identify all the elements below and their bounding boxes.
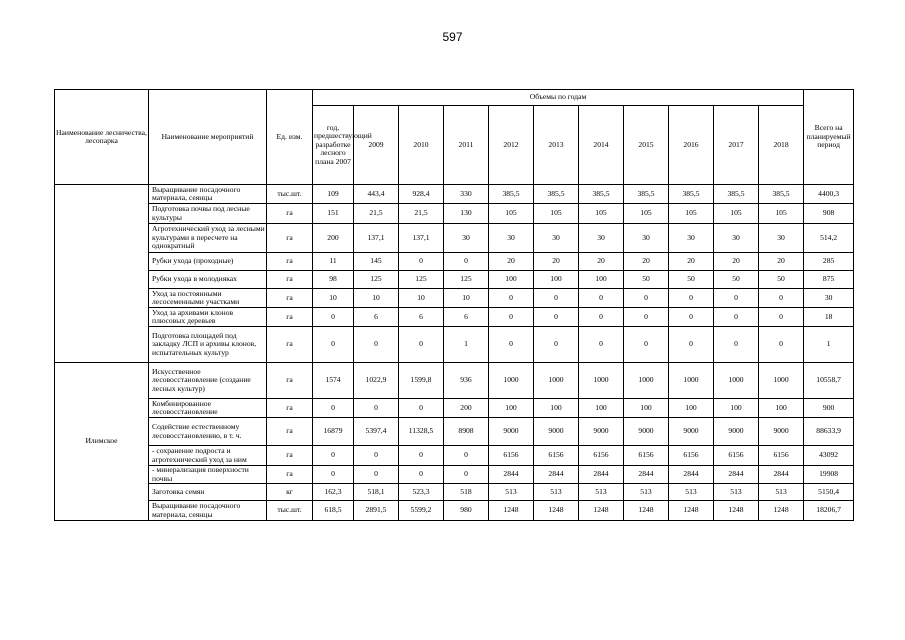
year-value-cell: 0 <box>669 327 714 363</box>
year-value-cell: 1000 <box>624 363 669 399</box>
activity-name-cell: Искусственное лесовосстановление (создание лесных культур) <box>149 363 267 399</box>
prev-year-value-cell: 109 <box>313 185 354 204</box>
year-column-header: 2010 <box>399 106 444 185</box>
activity-name-cell: Заготовка семян <box>149 484 267 501</box>
unit-cell: га <box>267 418 313 446</box>
year-value-cell: 2844 <box>534 466 579 484</box>
year-value-cell: 105 <box>489 204 534 224</box>
activity-name-cell: Агротехнический уход за лесными культурами в пересчете на однократный <box>149 224 267 253</box>
year-value-cell: 0 <box>579 289 624 308</box>
year-column-header: 2015 <box>624 106 669 185</box>
year-value-cell: 928,4 <box>399 185 444 204</box>
total-value-cell: 10558,7 <box>804 363 854 399</box>
prev-year-column-header: год, предшествующий разработке лесного плана 2007 <box>313 106 354 185</box>
year-value-cell: 385,5 <box>534 185 579 204</box>
year-value-cell: 6156 <box>624 446 669 466</box>
total-value-cell: 1 <box>804 327 854 363</box>
unit-cell: га <box>267 289 313 308</box>
year-value-cell: 0 <box>354 466 399 484</box>
prev-year-value-cell: 10 <box>313 289 354 308</box>
prev-year-value-cell: 0 <box>313 466 354 484</box>
year-value-cell: 1248 <box>714 501 759 521</box>
year-value-cell: 0 <box>444 446 489 466</box>
year-value-cell: 20 <box>759 253 804 271</box>
year-value-cell: 100 <box>534 271 579 289</box>
year-column-header: 2018 <box>759 106 804 185</box>
table-row <box>55 327 854 363</box>
year-value-cell: 10 <box>399 289 444 308</box>
table-row <box>55 418 854 446</box>
unit-cell: га <box>267 224 313 253</box>
unit-cell: га <box>267 399 313 418</box>
year-value-cell: 0 <box>444 466 489 484</box>
forest-activities-table <box>54 89 854 521</box>
year-value-cell: 1000 <box>669 363 714 399</box>
year-value-cell: 9000 <box>624 418 669 446</box>
activity-name-cell: Выращивание посадочного материала, сеянцы <box>149 185 267 204</box>
year-value-cell: 100 <box>669 399 714 418</box>
prev-year-value-cell: 1574 <box>313 363 354 399</box>
year-value-cell: 6156 <box>489 446 534 466</box>
year-value-cell: 10 <box>354 289 399 308</box>
year-column-header: 2013 <box>534 106 579 185</box>
year-value-cell: 0 <box>759 289 804 308</box>
prev-year-value-cell: 151 <box>313 204 354 224</box>
prev-year-value-cell: 162,3 <box>313 484 354 501</box>
year-value-cell: 1248 <box>759 501 804 521</box>
year-value-cell: 6156 <box>579 446 624 466</box>
unit-cell: тыс.шт. <box>267 501 313 521</box>
year-value-cell: 1 <box>444 327 489 363</box>
year-value-cell: 5397,4 <box>354 418 399 446</box>
total-value-cell: 43092 <box>804 446 854 466</box>
unit-cell: тыс.шт. <box>267 185 313 204</box>
year-value-cell: 100 <box>489 271 534 289</box>
year-value-cell: 1000 <box>714 363 759 399</box>
total-value-cell: 875 <box>804 271 854 289</box>
total-value-cell: 285 <box>804 253 854 271</box>
year-value-cell: 0 <box>489 289 534 308</box>
year-value-cell: 2844 <box>759 466 804 484</box>
year-column-header: 2012 <box>489 106 534 185</box>
year-value-cell: 0 <box>399 466 444 484</box>
year-value-cell: 10 <box>444 289 489 308</box>
year-value-cell: 20 <box>624 253 669 271</box>
total-value-cell: 88633,9 <box>804 418 854 446</box>
year-value-cell: 0 <box>714 289 759 308</box>
table-row <box>55 271 854 289</box>
unit-cell: га <box>267 466 313 484</box>
year-value-cell: 30 <box>669 224 714 253</box>
year-value-cell: 0 <box>759 327 804 363</box>
year-value-cell: 30 <box>579 224 624 253</box>
year-value-cell: 2844 <box>624 466 669 484</box>
table-row <box>55 466 854 484</box>
year-value-cell: 6 <box>444 308 489 327</box>
activity-name-cell: Комбинированное лесовосстановление <box>149 399 267 418</box>
prev-year-value-cell: 0 <box>313 446 354 466</box>
year-value-cell: 1248 <box>534 501 579 521</box>
forestry-name-cell: Илимское <box>55 363 149 521</box>
year-value-cell: 0 <box>624 327 669 363</box>
year-value-cell: 385,5 <box>624 185 669 204</box>
year-value-cell: 936 <box>444 363 489 399</box>
year-value-cell: 0 <box>714 308 759 327</box>
year-value-cell: 2844 <box>669 466 714 484</box>
year-value-cell: 0 <box>669 308 714 327</box>
year-value-cell: 2891,5 <box>354 501 399 521</box>
year-value-cell: 385,5 <box>489 185 534 204</box>
year-value-cell: 100 <box>579 271 624 289</box>
unit-cell: га <box>267 363 313 399</box>
year-value-cell: 100 <box>534 399 579 418</box>
year-value-cell: 1248 <box>489 501 534 521</box>
year-value-cell: 137,1 <box>354 224 399 253</box>
year-value-cell: 9000 <box>759 418 804 446</box>
activity-name-cell: Уход за архивами клонов плюсовых деревьев <box>149 308 267 327</box>
forestry-column-header: Наименование лесничества, лесопарка <box>55 90 149 185</box>
year-value-cell: 6 <box>354 308 399 327</box>
year-value-cell: 513 <box>759 484 804 501</box>
prev-year-value-cell: 618,5 <box>313 501 354 521</box>
year-value-cell: 6156 <box>534 446 579 466</box>
year-value-cell: 9000 <box>534 418 579 446</box>
unit-cell: кг <box>267 484 313 501</box>
year-value-cell: 50 <box>624 271 669 289</box>
unit-cell: га <box>267 253 313 271</box>
table-row <box>55 399 854 418</box>
year-value-cell: 0 <box>354 327 399 363</box>
total-value-cell: 514,2 <box>804 224 854 253</box>
prev-year-value-cell: 0 <box>313 399 354 418</box>
year-value-cell: 513 <box>624 484 669 501</box>
year-value-cell: 513 <box>489 484 534 501</box>
table-row <box>55 204 854 224</box>
activity-name-cell: - минерализация поверхности почвы <box>149 466 267 484</box>
year-value-cell: 20 <box>669 253 714 271</box>
year-value-cell: 330 <box>444 185 489 204</box>
year-value-cell: 0 <box>399 253 444 271</box>
year-value-cell: 21,5 <box>399 204 444 224</box>
unit-cell: га <box>267 308 313 327</box>
year-value-cell: 0 <box>624 289 669 308</box>
table-row <box>55 289 854 308</box>
year-value-cell: 8908 <box>444 418 489 446</box>
year-column-header: 2014 <box>579 106 624 185</box>
year-value-cell: 30 <box>714 224 759 253</box>
year-value-cell: 105 <box>579 204 624 224</box>
total-value-cell: 19908 <box>804 466 854 484</box>
total-value-cell: 900 <box>804 399 854 418</box>
year-value-cell: 0 <box>399 399 444 418</box>
year-value-cell: 20 <box>534 253 579 271</box>
year-value-cell: 105 <box>534 204 579 224</box>
year-value-cell: 385,5 <box>669 185 714 204</box>
table-row <box>55 501 854 521</box>
year-value-cell: 1599,8 <box>399 363 444 399</box>
total-value-cell: 18 <box>804 308 854 327</box>
year-value-cell: 2844 <box>489 466 534 484</box>
page-number: 597 <box>442 30 463 44</box>
year-value-cell: 0 <box>579 327 624 363</box>
year-value-cell: 30 <box>444 224 489 253</box>
year-value-cell: 130 <box>444 204 489 224</box>
year-value-cell: 0 <box>624 308 669 327</box>
unit-cell: га <box>267 271 313 289</box>
year-value-cell: 1000 <box>579 363 624 399</box>
year-value-cell: 0 <box>534 327 579 363</box>
activity-name-cell: Подготовка почвы под лесные культуры <box>149 204 267 224</box>
total-value-cell: 908 <box>804 204 854 224</box>
total-value-cell: 18206,7 <box>804 501 854 521</box>
year-value-cell: 0 <box>534 308 579 327</box>
year-value-cell: 30 <box>624 224 669 253</box>
year-value-cell: 0 <box>444 253 489 271</box>
unit-column-header: Ед. изм. <box>267 90 313 185</box>
year-column-header: 2017 <box>714 106 759 185</box>
year-value-cell: 1022,9 <box>354 363 399 399</box>
year-column-header: 2011 <box>444 106 489 185</box>
prev-year-value-cell: 98 <box>313 271 354 289</box>
year-value-cell: 100 <box>579 399 624 418</box>
year-value-cell: 513 <box>669 484 714 501</box>
year-value-cell: 50 <box>669 271 714 289</box>
year-value-cell: 105 <box>669 204 714 224</box>
year-value-cell: 145 <box>354 253 399 271</box>
year-value-cell: 443,4 <box>354 185 399 204</box>
year-value-cell: 100 <box>489 399 534 418</box>
table-row <box>55 363 854 399</box>
year-value-cell: 0 <box>399 327 444 363</box>
year-value-cell: 1000 <box>534 363 579 399</box>
year-value-cell: 30 <box>534 224 579 253</box>
year-value-cell: 1000 <box>489 363 534 399</box>
total-value-cell: 4400,3 <box>804 185 854 204</box>
year-value-cell: 385,5 <box>714 185 759 204</box>
year-value-cell: 1248 <box>579 501 624 521</box>
unit-cell: га <box>267 446 313 466</box>
year-value-cell: 0 <box>399 446 444 466</box>
year-value-cell: 105 <box>759 204 804 224</box>
year-value-cell: 100 <box>714 399 759 418</box>
year-value-cell: 518 <box>444 484 489 501</box>
table-row <box>55 185 854 204</box>
year-value-cell: 518,1 <box>354 484 399 501</box>
year-value-cell: 0 <box>354 399 399 418</box>
year-value-cell: 137,1 <box>399 224 444 253</box>
year-value-cell: 20 <box>714 253 759 271</box>
total-value-cell: 5150,4 <box>804 484 854 501</box>
activity-name-cell: Уход за постоянными лесосеменными участками <box>149 289 267 308</box>
year-value-cell: 385,5 <box>579 185 624 204</box>
year-value-cell: 5599,2 <box>399 501 444 521</box>
year-value-cell: 0 <box>489 327 534 363</box>
prev-year-value-cell: 200 <box>313 224 354 253</box>
year-column-header: 2016 <box>669 106 714 185</box>
year-value-cell: 0 <box>579 308 624 327</box>
year-value-cell: 980 <box>444 501 489 521</box>
year-value-cell: 0 <box>489 308 534 327</box>
year-value-cell: 50 <box>759 271 804 289</box>
year-value-cell: 105 <box>714 204 759 224</box>
activity-name-cell: Содействие естественному лесовосстановлению, в т. ч. <box>149 418 267 446</box>
year-value-cell: 0 <box>669 289 714 308</box>
year-value-cell: 513 <box>579 484 624 501</box>
year-value-cell: 100 <box>759 399 804 418</box>
year-value-cell: 1248 <box>624 501 669 521</box>
year-value-cell: 30 <box>489 224 534 253</box>
table-row <box>55 224 854 253</box>
forestry-name-cell <box>55 185 149 363</box>
prev-year-value-cell: 0 <box>313 308 354 327</box>
prev-year-value-cell: 16879 <box>313 418 354 446</box>
table-row <box>55 253 854 271</box>
year-value-cell: 125 <box>399 271 444 289</box>
year-column-header: 2009 <box>354 106 399 185</box>
activity-name-cell: Подготовка площадей под закладку ЛСП и архивы клонов, испытательных культур <box>149 327 267 363</box>
year-value-cell: 6156 <box>669 446 714 466</box>
activity-name-cell: Выращивание посадочного материала, сеянцы <box>149 501 267 521</box>
activity-name-cell: - сохранение подроста и агротехнический уход за ним <box>149 446 267 466</box>
unit-cell: га <box>267 204 313 224</box>
year-value-cell: 385,5 <box>759 185 804 204</box>
year-value-cell: 30 <box>759 224 804 253</box>
year-value-cell: 2844 <box>579 466 624 484</box>
activity-column-header: Наименование мероприятий <box>149 90 267 185</box>
year-value-cell: 21,5 <box>354 204 399 224</box>
year-value-cell: 11328,5 <box>399 418 444 446</box>
year-value-cell: 105 <box>624 204 669 224</box>
year-value-cell: 513 <box>534 484 579 501</box>
year-value-cell: 9000 <box>669 418 714 446</box>
year-value-cell: 100 <box>624 399 669 418</box>
year-value-cell: 9000 <box>579 418 624 446</box>
year-value-cell: 9000 <box>714 418 759 446</box>
year-value-cell: 1248 <box>669 501 714 521</box>
table-row <box>55 484 854 501</box>
year-value-cell: 2844 <box>714 466 759 484</box>
year-value-cell: 125 <box>354 271 399 289</box>
year-value-cell: 20 <box>579 253 624 271</box>
total-value-cell: 30 <box>804 289 854 308</box>
year-value-cell: 200 <box>444 399 489 418</box>
activity-name-cell: Рубки ухода (проходные) <box>149 253 267 271</box>
activity-name-cell: Рубки ухода в молодняках <box>149 271 267 289</box>
year-value-cell: 513 <box>714 484 759 501</box>
table-row <box>55 308 854 327</box>
years-group-header: Объемы по годам <box>313 90 804 106</box>
year-value-cell: 9000 <box>489 418 534 446</box>
year-value-cell: 6156 <box>759 446 804 466</box>
year-value-cell: 50 <box>714 271 759 289</box>
prev-year-value-cell: 0 <box>313 327 354 363</box>
year-value-cell: 523,3 <box>399 484 444 501</box>
year-value-cell: 0 <box>759 308 804 327</box>
total-column-header: Всего на планируемый период <box>804 90 854 185</box>
unit-cell: га <box>267 327 313 363</box>
year-value-cell: 0 <box>714 327 759 363</box>
year-value-cell: 0 <box>534 289 579 308</box>
year-value-cell: 0 <box>354 446 399 466</box>
year-value-cell: 6 <box>399 308 444 327</box>
prev-year-value-cell: 11 <box>313 253 354 271</box>
year-value-cell: 20 <box>489 253 534 271</box>
year-value-cell: 125 <box>444 271 489 289</box>
table-row <box>55 446 854 466</box>
year-value-cell: 6156 <box>714 446 759 466</box>
year-value-cell: 1000 <box>759 363 804 399</box>
